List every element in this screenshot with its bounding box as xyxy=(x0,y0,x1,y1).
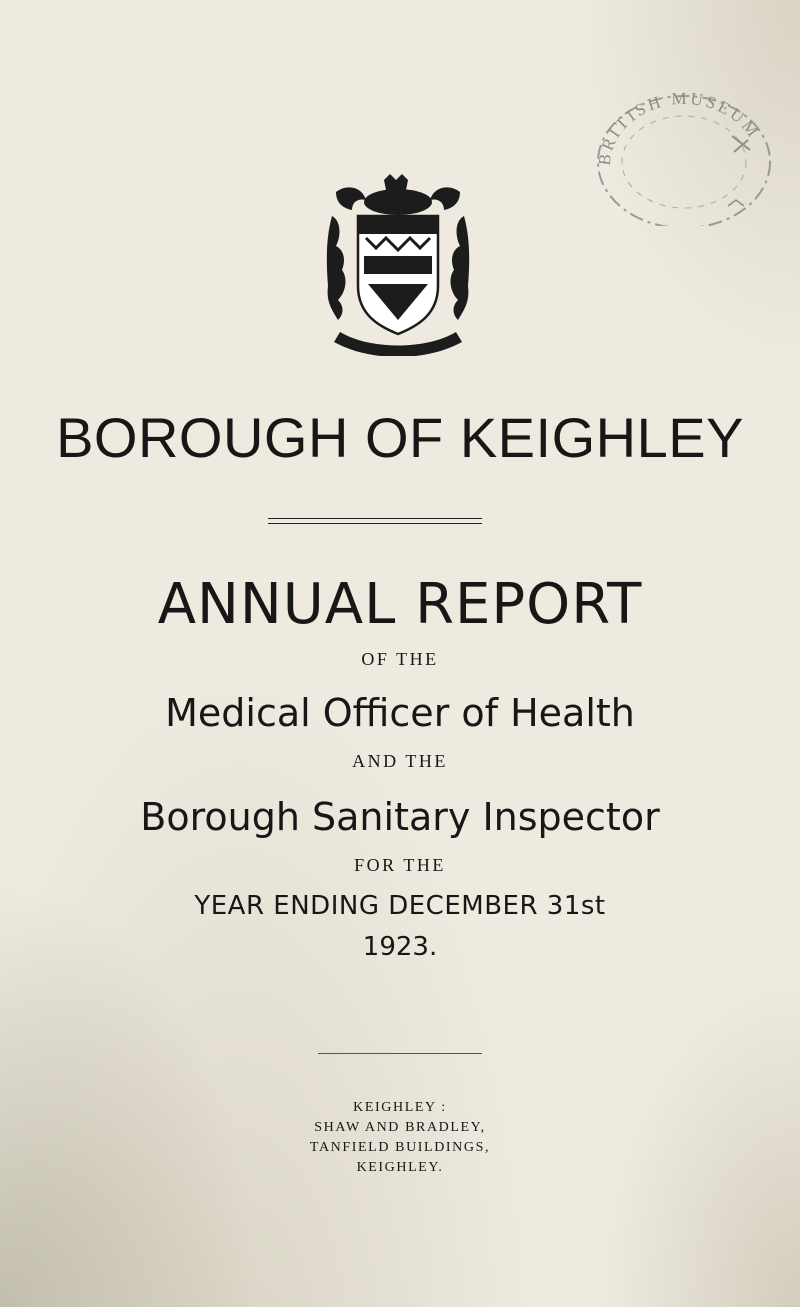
publisher-name: SHAW AND BRADLEY, xyxy=(314,1120,486,1135)
year-ending-line: YEAR ENDING DECEMBER 31st xyxy=(194,891,606,921)
connector-and-the: AND THE xyxy=(352,751,448,771)
borough-title: BOROUGH OF KEIGHLEY xyxy=(56,406,744,469)
title-divider-top xyxy=(268,518,482,519)
publisher-divider xyxy=(318,1053,482,1054)
svg-text:BRITISH MUSEUM xyxy=(595,89,764,167)
publisher-town: KEIGHLEY. xyxy=(356,1160,444,1175)
connector-of-the: OF THE xyxy=(361,649,439,669)
publisher-address: TANFIELD BUILDINGS, xyxy=(309,1140,491,1155)
medical-officer-line: Medical Officer of Health xyxy=(165,691,635,735)
title-divider-bottom xyxy=(268,523,482,524)
library-stamp xyxy=(582,66,782,226)
connector-for-the: FOR THE xyxy=(354,855,446,875)
report-year: 1923. xyxy=(362,932,438,962)
coat-of-arms-icon xyxy=(322,172,474,356)
publisher-place: KEIGHLEY : xyxy=(353,1100,447,1115)
report-heading: ANNUAL REPORT xyxy=(157,572,643,637)
stamp-text: BRITISH MUSEUM xyxy=(594,88,764,167)
sanitary-inspector-line: Borough Sanitary Inspector xyxy=(140,795,660,839)
